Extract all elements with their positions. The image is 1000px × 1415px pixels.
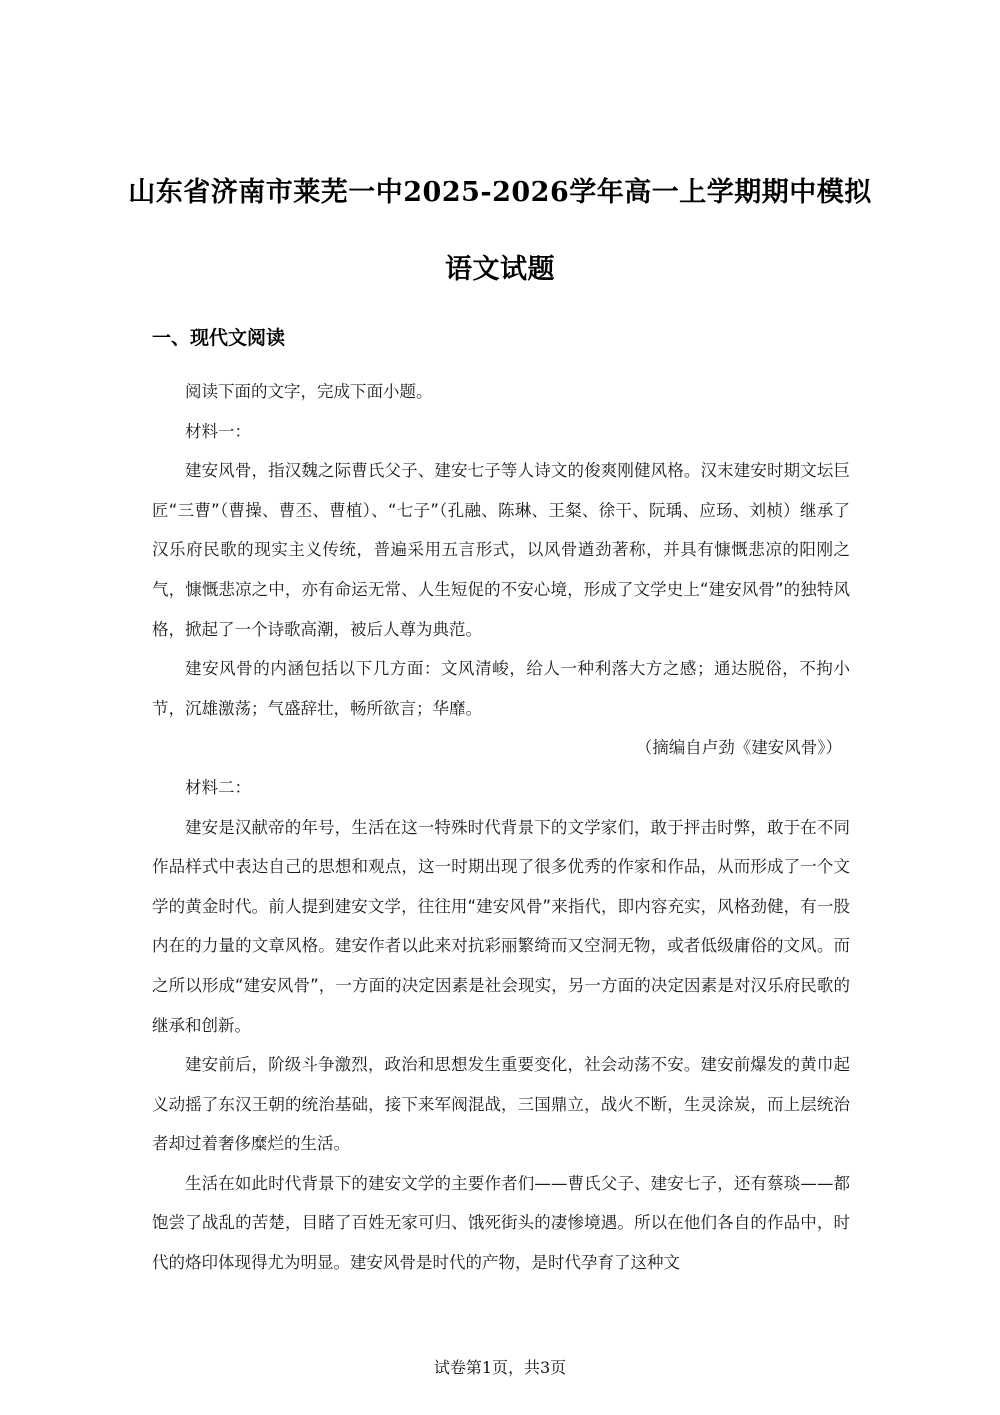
paragraph: 生活在如此时代背景下的建安文学的主要作者们——曹氏父子、建安七子，还有蔡琰——都饱尝了战乱的苦楚，目睹了百姓无家可归、饿死街头的凄惨境遇。所以在他们各自的作品中，时代的烙印体现得尤为明显。建安风骨是时代的产物，是时代孕育了这种文	[152, 1173, 850, 1273]
source-citation: （摘编自卢劲《建安风骨》）	[635, 738, 842, 758]
paragraph: 建安风骨，指汉魏之际曹氏父子、建安七子等人诗文的俊爽刚健风格。汉末建安时期文坛巨匠“三曹”（曹操、曹丕、曹植）、“七子”（孔融、陈琳、王粲、徐干、阮瑀、应玚、刘桢）继承了汉乐府民歌的现实主义传统，普遍采用五言形式，以风骨遒劲著称，并具有慷慨悲凉的阳刚之气，慷慨悲凉之中，亦有命运无常、人生短促的不安心境，形成了文学史上“建安风骨”的独特风格，掀起了一个诗歌高潮，被后人尊为典范。	[152, 461, 850, 639]
paragraph: 建安是汉献帝的年号，生活在这一特殊时代背景下的文学家们，敢于抨击时弊，敢于在不同作品样式中表达自己的思想和观点，这一时期出现了很多优秀的作家和作品，从而形成了一个文学的黄金时代。前人提到建安文学，往往用“建安风骨”来指代，即内容充实，风格劲健，有一股内在的力量的文章风格。建安作者以此来对抗彩丽繁绮而又空洞无物，或者低级庸俗的文风。而之所以形成“建安风骨”，一方面的决定因素是社会现实，另一方面的决定因素是对汉乐府民歌的继承和创新。	[152, 817, 850, 1035]
exam-subtitle: 语文试题	[445, 254, 555, 285]
exam-title: 山东省济南市莱芜一中2025-2026学年高一上学期期中模拟	[128, 177, 872, 208]
section-heading: 一、现代文阅读	[152, 327, 286, 349]
instruction-text: 阅读下面的文字，完成下面小题。	[185, 382, 433, 401]
paragraph: 建安风骨的内涵包括以下几方面：文风清峻，给人一种利落大方之感；通达脱俗，不拘小节，沉雄激荡；气盛辞壮，畅所欲言；华靡。	[152, 659, 850, 718]
material-two-label: 材料二：	[185, 777, 251, 797]
paragraph: 建安前后，阶级斗争激烈，政治和思想发生重要变化，社会动荡不安。建安前爆发的黄巾起义动摇了东汉王朝的统治基础，接下来军阀混战，三国鼎立，战火不断，生灵涂炭，而上层统治者却过着奢侈糜烂的生活。	[152, 1055, 850, 1154]
reading-passage	[152, 372, 850, 1283]
page-footer: 试卷第1页，共3页	[433, 1358, 567, 1377]
material-one-label: 材料一：	[185, 421, 251, 441]
